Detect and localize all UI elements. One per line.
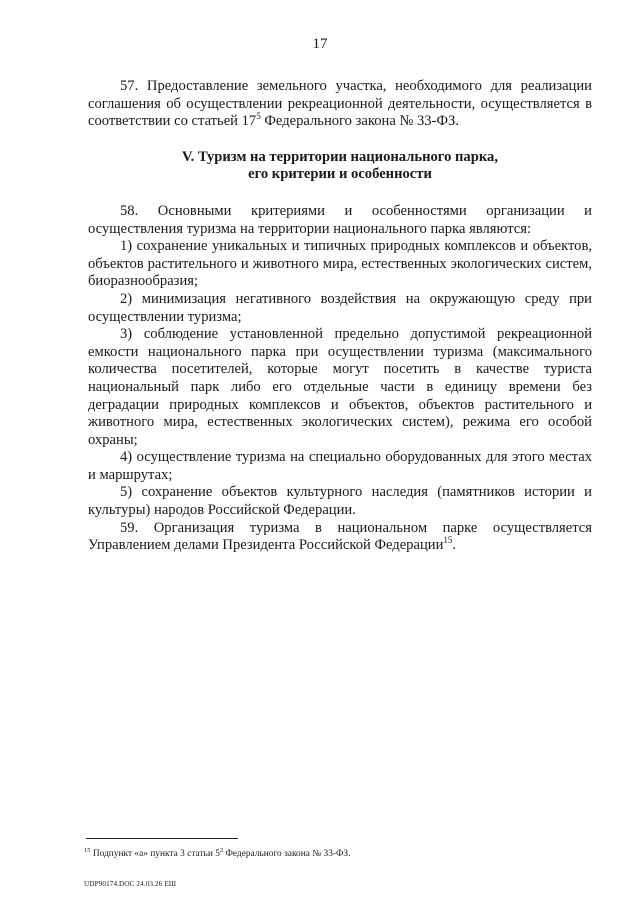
page-number: 17 bbox=[312, 36, 328, 52]
section-heading-line-2: его критерии и особенности bbox=[248, 166, 432, 183]
list-item-4: 4) осуществление туризма на специально оборудованных для этого местах и маршрутах; bbox=[88, 449, 592, 483]
document-code: UDP90174.DOC 24.03.26 ЕШ bbox=[84, 880, 177, 888]
list-item-1: 1) сохранение уникальных и типичных природных комплексов и объектов, объектов растительного и животного мира, естественных экологических систем, биоразнообразия; bbox=[88, 238, 592, 290]
section-heading bbox=[88, 149, 592, 184]
list-item-2: 2) минимизация негативного воздействия на окружающую среду при осуществлении туризма; bbox=[88, 290, 592, 325]
paragraph-57: 57. Предоставление земельного участка, необходимого для реализации соглашения об осуществлении рекреационной деятельности, осуществляется в соответствии со статьей $17^5$ Федерального закона № 33-ФЗ. bbox=[88, 78, 592, 130]
paragraph-58: 58. Основными критериями и особенностями организации и осуществления туризма на территории национального парка являются: bbox=[88, 202, 592, 237]
list-item-3: 3) соблюдение установленной предельно допустимой рекреационной емкости национального парка при осуществлении туризма (максимального количества посетителей, которые могут посетить в качестве туриста национальный парк либо его отдельные части в единицу времени без деградации природных комплексов и объектов, объектов растительного и животного мира, естественных экологических систем), режима его особой охраны; bbox=[88, 326, 592, 448]
document-body bbox=[88, 78, 592, 555]
paragraph-59: 59. Организация туризма в национальном парке осуществляется Управлением делами Президента Российской Федерации$^{15}$. bbox=[88, 519, 592, 554]
footnote-ref-superscript: 15 bbox=[443, 535, 453, 546]
footnote-divider bbox=[86, 838, 238, 839]
footnote: $^{15}$ Подпункт «а» пункта 3 статьи $5^2$ Федерального закона № 33-ФЗ. bbox=[84, 846, 351, 859]
section-heading-line-1: V. Туризм на территории национального парка, bbox=[182, 148, 498, 165]
list-item-5: 5) сохранение объектов культурного наследия (памятников истории и культуры) народов Российской Федерации. bbox=[88, 484, 592, 519]
footnote-ref-superscript: 5 bbox=[256, 111, 261, 122]
footnote-mark: 15 bbox=[84, 846, 91, 854]
